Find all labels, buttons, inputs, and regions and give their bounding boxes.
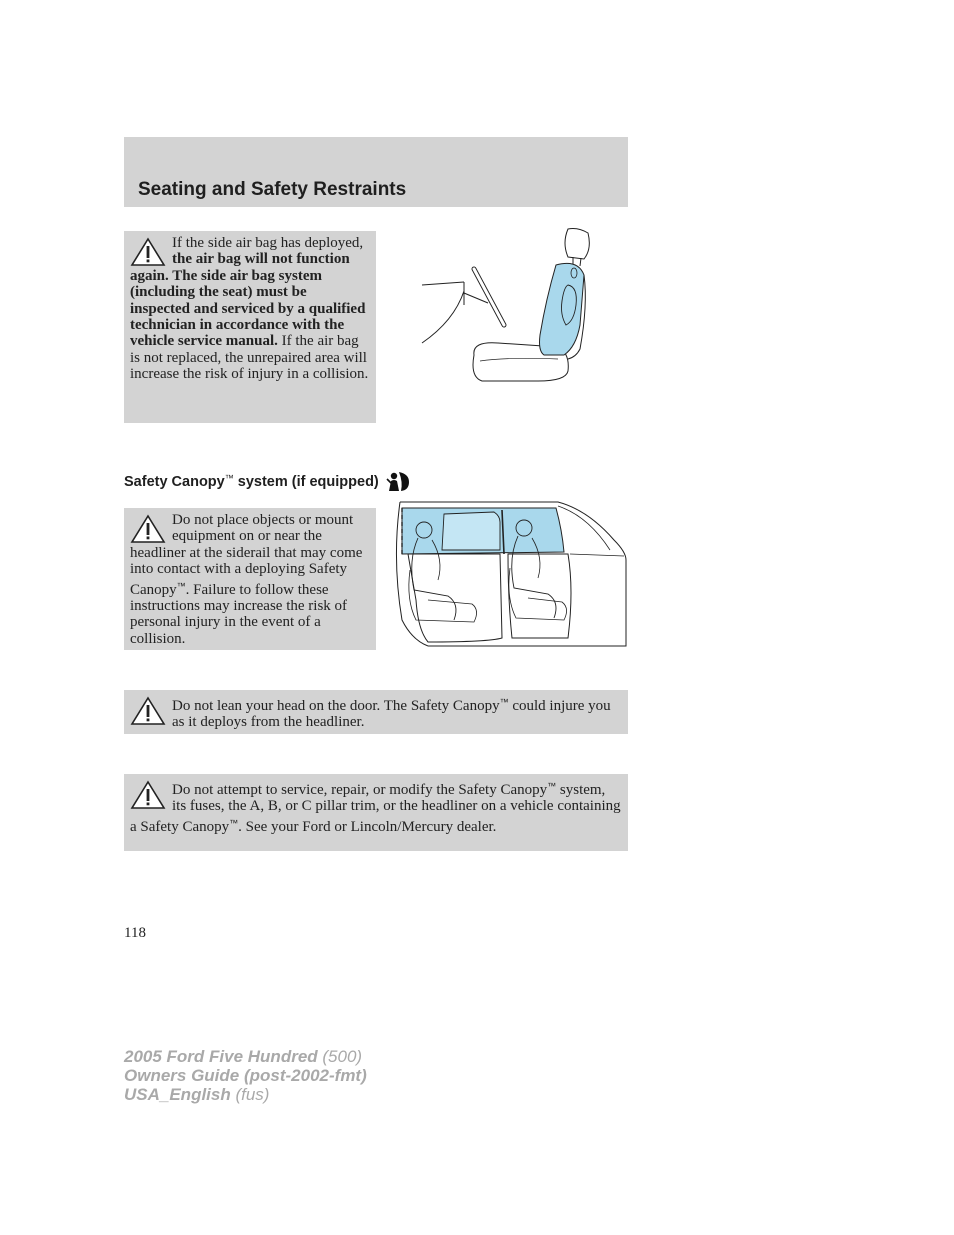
- trademark-mark: ™: [499, 697, 509, 707]
- footer-language-code: (fus): [230, 1085, 270, 1104]
- footer-line-3: [124, 1085, 367, 1104]
- side-airbag-seat-illustration: [418, 225, 594, 385]
- trademark-mark: ™: [176, 580, 186, 591]
- footer-guide-format: Owners Guide (post-2002-fmt): [124, 1066, 367, 1085]
- warning-text-part: Do not attempt to service, repair, or modify the Safety Canopy: [172, 782, 548, 798]
- head-on-door-warning-text: [130, 694, 622, 731]
- headliner-warning-text: [130, 512, 370, 647]
- safety-canopy-vehicle-illustration: [388, 500, 630, 650]
- footer-model: 2005 Ford Five Hundred: [124, 1047, 318, 1066]
- footer-language: USA_English: [124, 1085, 231, 1104]
- warning-text-bold: the air bag will not function again. The side air bag system (including the seat) must be inspected and serviced by a qualified technician in accordance with the vehicle service manual.: [130, 251, 366, 350]
- warning-text-part: could injure you as it deploys from the headliner.: [172, 698, 611, 731]
- warning-text-part: system, its fuses, the A, B, or C pillar trim, or the headliner on a vehicle containing a Safety Canopy: [130, 782, 621, 835]
- footer-line-2: [124, 1066, 367, 1085]
- footer-line-1: [124, 1047, 367, 1066]
- trademark-mark: ™: [229, 817, 239, 828]
- head-on-door-warning: [124, 690, 628, 734]
- section-header-band: [124, 137, 628, 207]
- trademark-mark: ™: [547, 781, 557, 791]
- warning-text-part: Do not place objects or mount equipment on or near the headliner at the siderail that may come into contact with a deploying Safety Canopy: [130, 512, 363, 598]
- warning-text-part: . See your Ford or Lincoln/Mercury dealer.: [238, 818, 497, 835]
- warning-triangle-icon: [130, 696, 166, 726]
- safety-canopy-subheading: [124, 470, 411, 492]
- warning-triangle-icon: [130, 514, 166, 544]
- service-warning-text: [130, 778, 622, 835]
- side-airbag-warning: [124, 231, 376, 423]
- service-warning: [124, 774, 628, 851]
- footer-model-code: (500): [317, 1047, 363, 1066]
- warning-text-part: Do not lean your head on the door. The Safety Canopy: [172, 698, 500, 714]
- trademark-mark: ™: [224, 473, 234, 483]
- section-title: Seating and Safety Restraints: [138, 179, 407, 200]
- document-footer: [124, 1047, 367, 1104]
- subheading-text: system (if equipped): [233, 474, 379, 490]
- warning-text-part: If the side air bag has deployed,: [172, 235, 364, 251]
- warning-triangle-icon: [130, 237, 166, 267]
- subheading-text: Safety Canopy: [124, 474, 225, 490]
- warning-triangle-icon: [130, 780, 166, 810]
- warning-text-part: . Failure to follow these instructions may increase the risk of personal injury in the event of a collision.: [130, 581, 348, 647]
- page-number: 118: [124, 925, 146, 941]
- safety-canopy-icon: [385, 470, 411, 492]
- headliner-warning: [124, 508, 376, 650]
- side-airbag-warning-text: [130, 235, 370, 383]
- warning-text-part: If the air bag is not replaced, the unrepaired area will increase the risk of injury in a collision.: [130, 333, 369, 383]
